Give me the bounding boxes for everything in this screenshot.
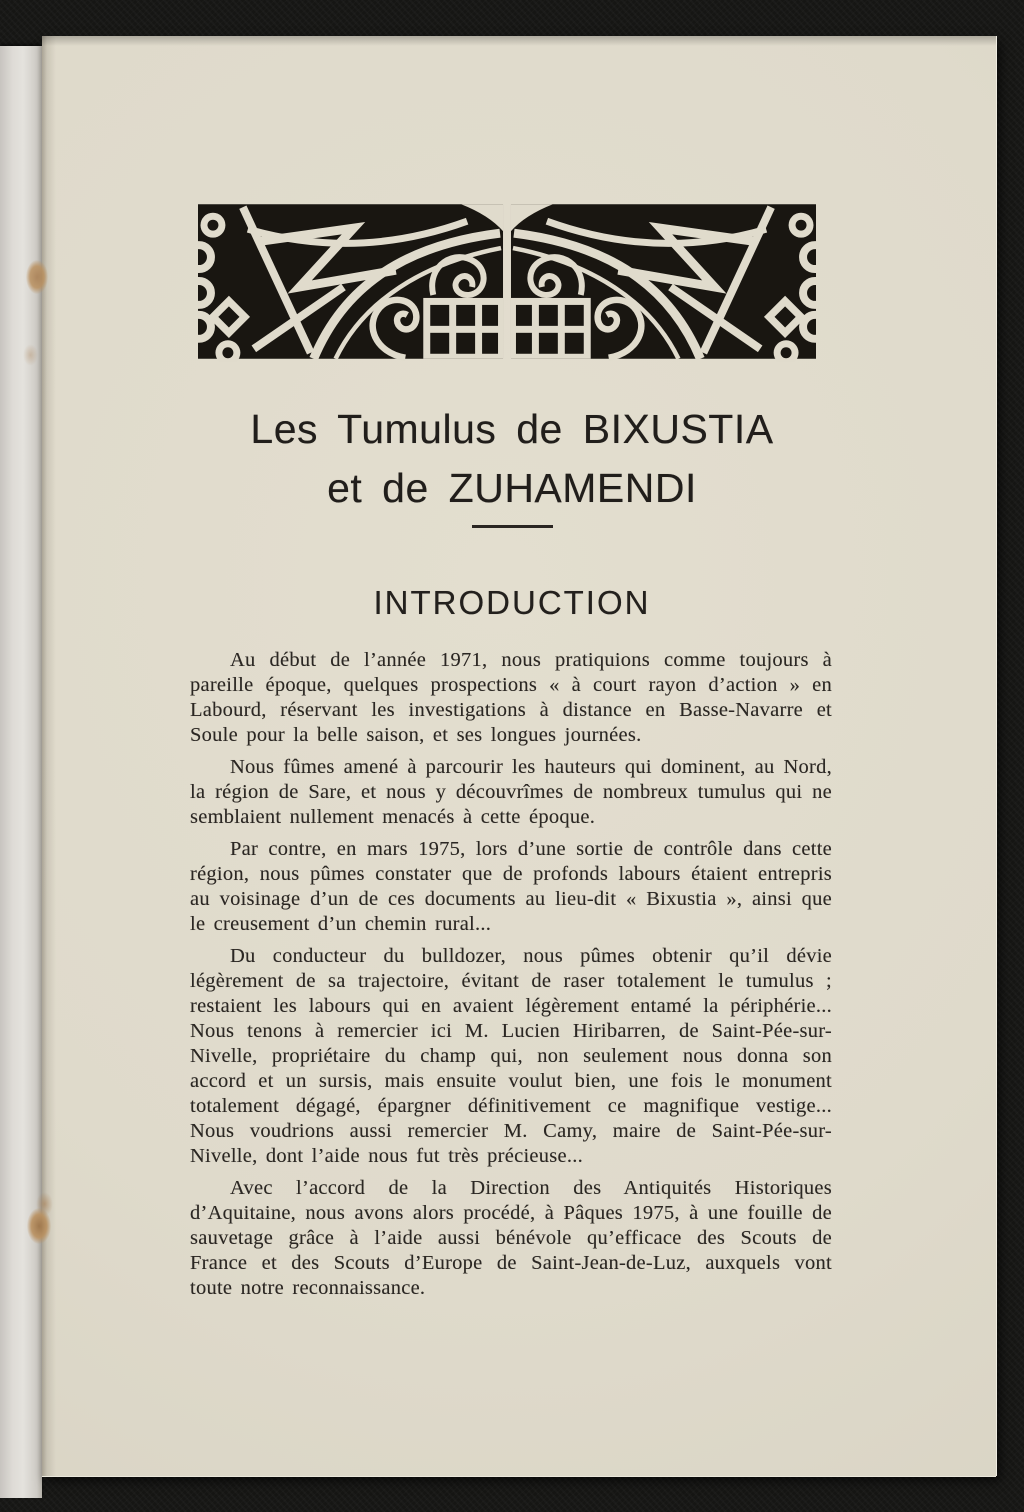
foxing-stain [23, 344, 38, 366]
body-paragraph: Par contre, en mars 1975, lors d’une sortie de contrôle dans cette région, nous pûmes constater que de profonds labours étaient entrepris au voisinage d’un de ces documents au lieu-dit « Bixustia », ainsi que le creusement d’un chemin rural... [190, 838, 832, 935]
foxing-stain [26, 260, 48, 294]
page-title-line-1: Les Tumulus de BIXUSTIA [250, 406, 774, 452]
section-heading: INTRODUCTION [373, 584, 651, 621]
page-title [92, 400, 932, 518]
title-divider-rule [472, 525, 553, 528]
introduction-text [190, 648, 832, 1301]
page-title-line-2: et de ZUHAMENDI [327, 465, 697, 511]
book-page [42, 36, 996, 1476]
body-paragraph: Au début de l’année 1971, nous pratiquions comme toujours à pareille époque, quelques prospections « à court rayon d’action » en Labourd, réservant les investigations à distance en Basse-Navarre et Soule pour la belle saison, et ses longues journées. [190, 649, 832, 746]
body-paragraph: Avec l’accord de la Direction des Antiquités Historiques d’Aquitaine, nous avons alors procédé, à Pâques 1975, à une fouille de sauvetage grâce à l’aide aussi bénévole qu’efficace des Scouts de France et des Scouts d’Europe de Saint-Jean-de-Luz, auxquels vont toute notre reconnaissance. [190, 1177, 832, 1299]
page-top-shadow [42, 36, 996, 46]
basque-frieze-ornament-icon [198, 201, 816, 362]
page-crease [42, 36, 56, 1476]
body-paragraph: Du conducteur du bulldozer, nous pûmes obtenir qu’il dévie légèrement de sa trajectoire, évitant de raser totalement le tumulus ; restaient les labours qui en avaient légèrement entamé la périphérie... Nous tenons à remercier ici M. Lucien Hiribarren, de Saint-Pée-sur-Nivelle, propriétaire du champ qui, non seulement nous donna son accord et un sursis, mais ensuite voulut bien, une fois le monument totalement dégagé, épargner définitivement ce magnifique vestige... Nous voudrions aussi remercier M. Camy, maire de Saint-Pée-sur-Nivelle, dont l’aide nous fut très précieuse... [190, 945, 832, 1167]
foxing-stain [27, 1208, 51, 1244]
body-paragraph: Nous fûmes amené à parcourir les hauteurs qui dominent, au Nord, la région de Sare, et nous y découvrîmes de nombreux tumulus qui ne semblaient nullement menacés à cette époque. [190, 756, 832, 828]
